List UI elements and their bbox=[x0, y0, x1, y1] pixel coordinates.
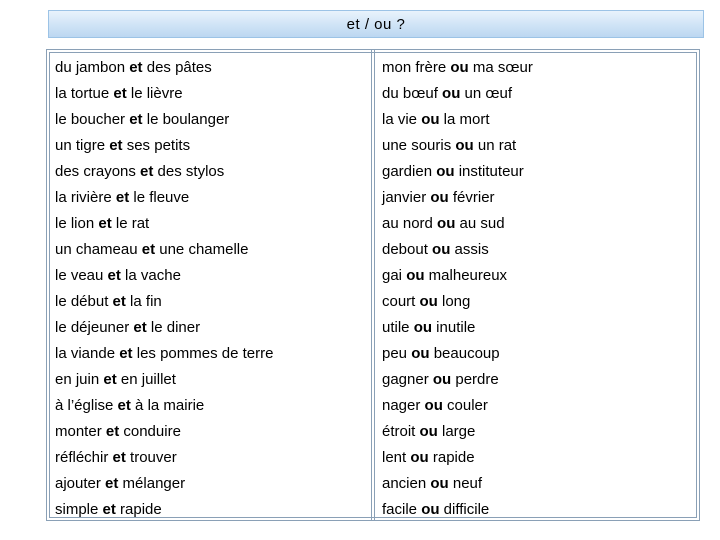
phrase-part: à la mairie bbox=[130, 397, 205, 414]
phrase-part: peu bbox=[382, 345, 412, 362]
conjunction: et bbox=[103, 371, 117, 388]
conjunction: et bbox=[102, 501, 116, 518]
conjunction: ou bbox=[406, 267, 425, 284]
conjunction: et bbox=[119, 345, 133, 362]
phrase-row bbox=[382, 83, 533, 109]
phrase-row bbox=[55, 317, 273, 343]
phrase-part: lent bbox=[382, 449, 411, 466]
phrase-part: en juillet bbox=[116, 371, 176, 388]
phrase-row bbox=[382, 135, 533, 161]
title-banner bbox=[48, 10, 704, 38]
conjunction: ou bbox=[413, 319, 433, 336]
phrase-part: le lion bbox=[55, 215, 99, 232]
conjunction: ou bbox=[421, 111, 440, 128]
phrase-row bbox=[382, 473, 533, 499]
phrase-part: la tortue bbox=[55, 85, 114, 102]
phrase-part: couler bbox=[442, 397, 488, 414]
phrase-part: difficile bbox=[439, 501, 490, 518]
phrase-row bbox=[55, 447, 273, 473]
phrase-row bbox=[55, 135, 273, 161]
phrase-row bbox=[382, 447, 533, 473]
phrase-part: un rat bbox=[473, 137, 517, 154]
phrase-row bbox=[382, 213, 533, 239]
phrase-part: gagner bbox=[382, 371, 433, 388]
phrase-part: court bbox=[382, 293, 420, 310]
column-divider bbox=[371, 50, 372, 520]
conjunction: et bbox=[129, 59, 143, 76]
phrase-part: la fin bbox=[125, 293, 162, 310]
phrase-part: réfléchir bbox=[55, 449, 113, 466]
phrase-row bbox=[382, 239, 533, 265]
phrase-row bbox=[382, 499, 533, 525]
conjunction: et bbox=[113, 85, 127, 102]
column-divider bbox=[374, 50, 375, 520]
conjunction: et bbox=[117, 397, 131, 414]
conjunction: et bbox=[98, 215, 112, 232]
phrase-part: le lièvre bbox=[126, 85, 183, 102]
phrase-part: le rat bbox=[111, 215, 150, 232]
phrase-part: facile bbox=[382, 501, 422, 518]
phrase-part: la viande bbox=[55, 345, 120, 362]
phrase-part: mélanger bbox=[118, 475, 186, 492]
phrase-part: une souris bbox=[382, 137, 456, 154]
phrase-part: la vie bbox=[382, 111, 422, 128]
phrase-part: rapide bbox=[428, 449, 475, 466]
phrase-table bbox=[46, 49, 700, 521]
phrase-part: perdre bbox=[451, 371, 499, 388]
phrase-part: le diner bbox=[146, 319, 201, 336]
phrase-part: un œuf bbox=[460, 85, 513, 102]
phrase-part: beaucoup bbox=[429, 345, 500, 362]
phrase-row bbox=[382, 369, 533, 395]
phrase-part: en juin bbox=[55, 371, 104, 388]
phrase-part: la vache bbox=[120, 267, 181, 284]
conjunction: ou bbox=[450, 59, 469, 76]
conjunction: et bbox=[141, 241, 156, 258]
phrase-row bbox=[55, 57, 273, 83]
phrase-row bbox=[55, 291, 273, 317]
conjunction: ou bbox=[430, 475, 449, 492]
phrase-part: nager bbox=[382, 397, 425, 414]
phrase-part: le veau bbox=[55, 267, 108, 284]
phrase-part: ajouter bbox=[55, 475, 106, 492]
phrase-row bbox=[382, 109, 533, 135]
conjunction: ou bbox=[442, 85, 461, 102]
phrase-part: ancien bbox=[382, 475, 431, 492]
conjunction: ou bbox=[419, 293, 438, 310]
phrase-row bbox=[55, 499, 273, 525]
conjunction: ou bbox=[430, 189, 449, 206]
conjunction: ou bbox=[419, 423, 438, 440]
phrase-part: à l’église bbox=[55, 397, 118, 414]
phrase-row bbox=[55, 109, 273, 135]
phrase-part: des stylos bbox=[153, 163, 225, 180]
phrase-part: ma sœur bbox=[468, 59, 533, 76]
conjunction: et bbox=[112, 449, 126, 466]
phrase-part: du jambon bbox=[55, 59, 130, 76]
phrase-part: du bœuf bbox=[382, 85, 443, 102]
conjunction: et bbox=[129, 111, 143, 128]
phrase-part: le boucher bbox=[55, 111, 130, 128]
phrase-row bbox=[382, 421, 533, 447]
conjunction: et bbox=[115, 189, 130, 206]
phrase-part: malheureux bbox=[424, 267, 508, 284]
phrase-row bbox=[382, 395, 533, 421]
phrase-row bbox=[55, 265, 273, 291]
phrase-part: long bbox=[437, 293, 471, 310]
phrase-part: inutile bbox=[432, 319, 476, 336]
conjunction: ou bbox=[424, 397, 443, 414]
phrase-part: une chamelle bbox=[155, 241, 249, 258]
phrase-part: la mort bbox=[439, 111, 490, 128]
conjunction: et bbox=[140, 163, 154, 180]
phrase-part: debout bbox=[382, 241, 433, 258]
phrase-part: mon frère bbox=[382, 59, 451, 76]
phrase-row bbox=[382, 265, 533, 291]
phrase-part: gardien bbox=[382, 163, 437, 180]
phrase-row bbox=[55, 213, 273, 239]
phrase-part: un chameau bbox=[55, 241, 142, 258]
conjunction: et bbox=[105, 423, 120, 440]
phrase-row bbox=[55, 473, 273, 499]
phrase-part: étroit bbox=[382, 423, 420, 440]
phrase-part: neuf bbox=[448, 475, 483, 492]
phrase-part: janvier bbox=[382, 189, 431, 206]
conjunction: ou bbox=[410, 449, 429, 466]
phrase-row bbox=[55, 369, 273, 395]
phrase-part: monter bbox=[55, 423, 106, 440]
phrase-part: gai bbox=[382, 267, 407, 284]
phrase-row bbox=[382, 317, 533, 343]
phrase-part: large bbox=[437, 423, 476, 440]
ou-column bbox=[382, 57, 533, 525]
phrase-part: trouver bbox=[125, 449, 177, 466]
conjunction: et bbox=[133, 319, 147, 336]
phrase-row bbox=[55, 395, 273, 421]
conjunction: et bbox=[107, 267, 121, 284]
phrase-part: les pommes de terre bbox=[132, 345, 274, 362]
phrase-part: la rivière bbox=[55, 189, 116, 206]
conjunction: ou bbox=[455, 137, 474, 154]
conjunction: ou bbox=[432, 371, 452, 388]
phrase-row bbox=[55, 239, 273, 265]
phrase-part: utile bbox=[382, 319, 414, 336]
conjunction: ou bbox=[437, 215, 456, 232]
phrase-part: des pâtes bbox=[142, 59, 212, 76]
conjunction: et bbox=[105, 475, 119, 492]
phrase-row bbox=[55, 161, 273, 187]
conjunction: ou bbox=[436, 163, 455, 180]
conjunction: ou bbox=[411, 345, 430, 362]
conjunction: ou bbox=[432, 241, 451, 258]
phrase-part: rapide bbox=[115, 501, 162, 518]
phrase-row bbox=[382, 161, 533, 187]
phrase-row bbox=[55, 187, 273, 213]
et-column bbox=[55, 57, 273, 525]
phrase-part: des crayons bbox=[55, 163, 141, 180]
phrase-part: un tigre bbox=[55, 137, 110, 154]
phrase-part: au nord bbox=[382, 215, 438, 232]
phrase-part: le début bbox=[55, 293, 113, 310]
conjunction: et bbox=[112, 293, 126, 310]
phrase-row bbox=[55, 343, 273, 369]
phrase-row bbox=[55, 83, 273, 109]
phrase-part: conduire bbox=[119, 423, 181, 440]
phrase-row bbox=[55, 421, 273, 447]
phrase-row bbox=[382, 343, 533, 369]
conjunction: et bbox=[109, 137, 123, 154]
phrase-row bbox=[382, 291, 533, 317]
phrase-row bbox=[382, 57, 533, 83]
phrase-part: le boulanger bbox=[142, 111, 230, 128]
page-title: et / ou ? bbox=[346, 15, 406, 33]
phrase-part: février bbox=[448, 189, 495, 206]
phrase-part: assis bbox=[450, 241, 489, 258]
conjunction: ou bbox=[421, 501, 440, 518]
phrase-row bbox=[382, 187, 533, 213]
phrase-part: instituteur bbox=[454, 163, 524, 180]
phrase-part: le fleuve bbox=[129, 189, 190, 206]
phrase-part: ses petits bbox=[122, 137, 191, 154]
phrase-part: au sud bbox=[455, 215, 505, 232]
phrase-part: simple bbox=[55, 501, 103, 518]
phrase-part: le déjeuner bbox=[55, 319, 134, 336]
